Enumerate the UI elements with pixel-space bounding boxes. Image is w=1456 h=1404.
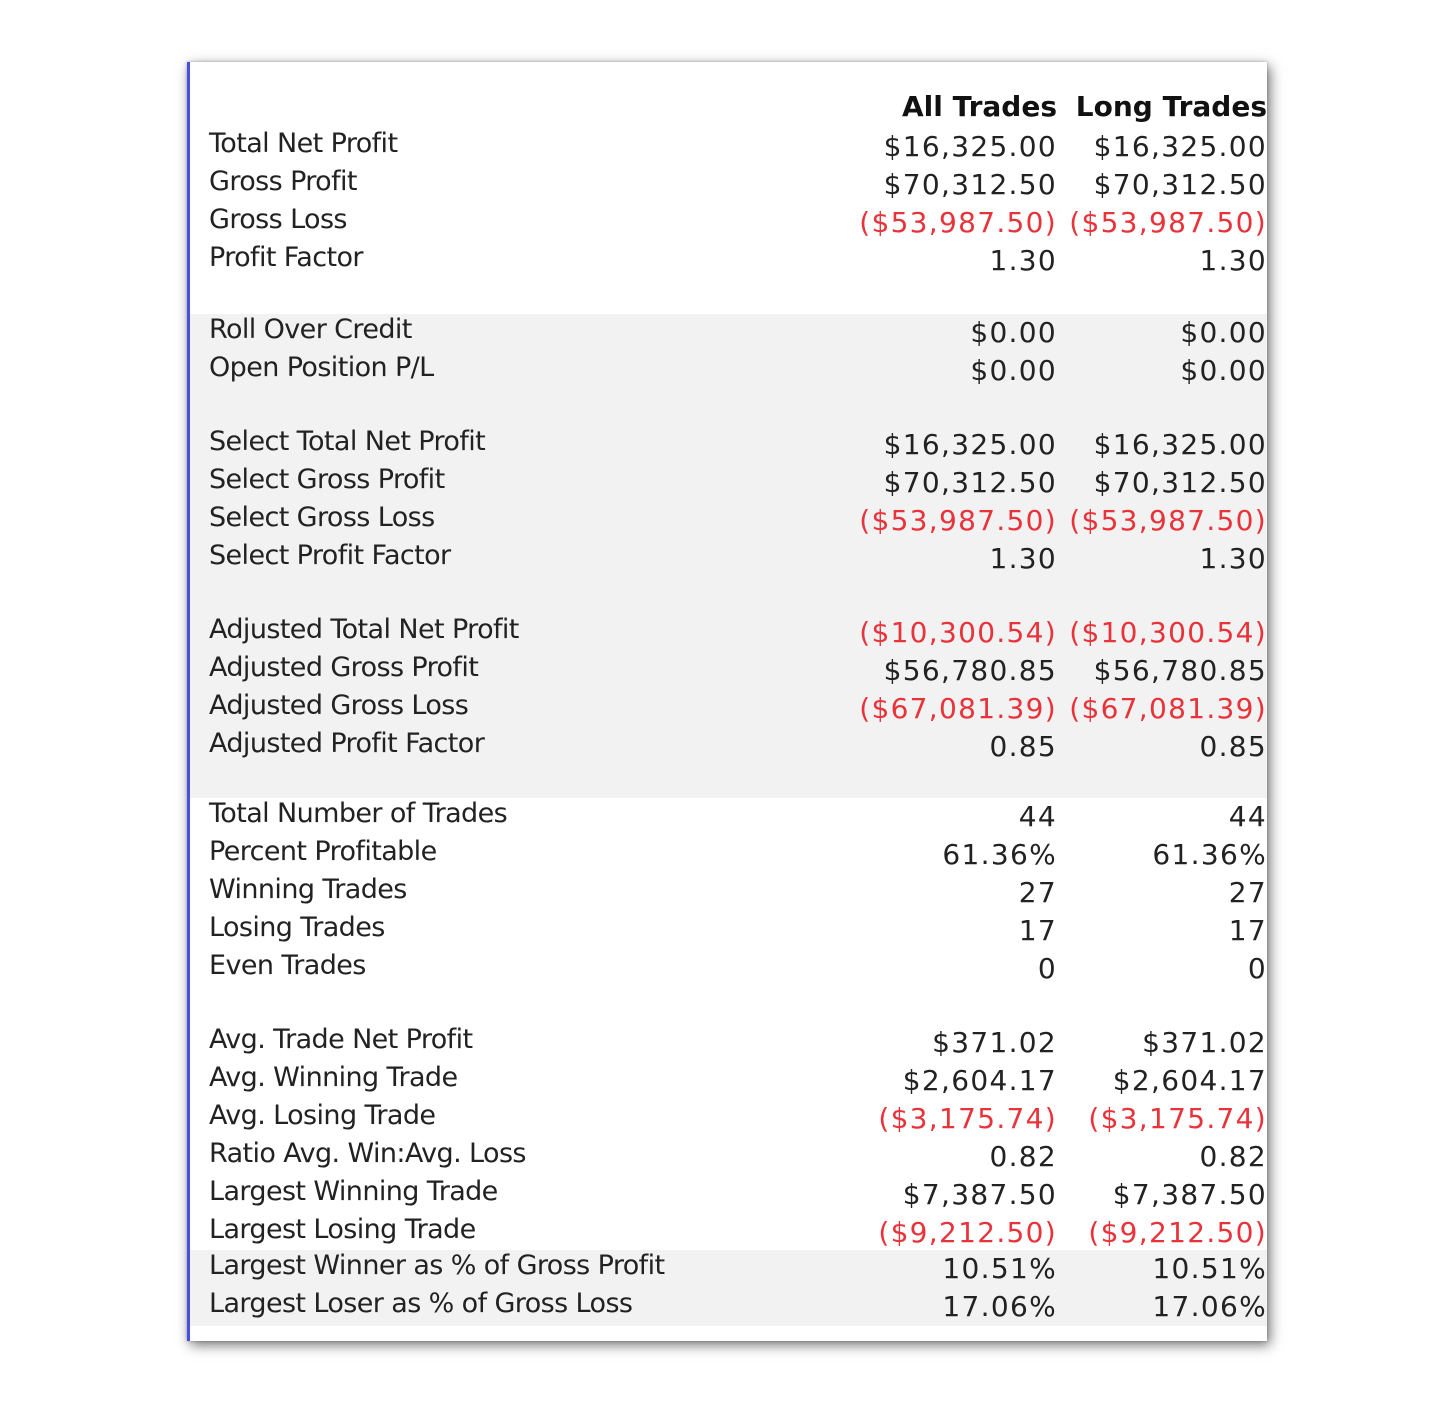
stat-value-all-trades: ($10,300.54) (859, 616, 1057, 649)
column-header-long-trades: Long Trades (1075, 90, 1267, 123)
stats-group (190, 798, 1267, 988)
stat-value-all-trades: 1.30 (989, 244, 1057, 277)
stat-label: Select Profit Factor (209, 540, 451, 571)
stat-value-long-trades: 44 (1228, 800, 1267, 833)
stat-value-long-trades: 17.06% (1152, 1290, 1267, 1323)
stats-row (190, 426, 1267, 464)
stat-value-all-trades: 1.30 (989, 542, 1057, 575)
stat-value-long-trades: $0.00 (1180, 316, 1267, 349)
stats-row (190, 690, 1267, 728)
stat-label: Adjusted Total Net Profit (209, 614, 519, 645)
stat-value-all-trades: 44 (1018, 800, 1057, 833)
stats-row (190, 874, 1267, 912)
stat-label: Avg. Winning Trade (209, 1062, 458, 1093)
stats-group (190, 1024, 1267, 1252)
stat-label: Largest Losing Trade (209, 1214, 476, 1245)
stat-value-long-trades: $7,387.50 (1112, 1178, 1267, 1211)
stat-value-all-trades: ($53,987.50) (859, 504, 1057, 537)
stat-value-all-trades: $2,604.17 (902, 1064, 1057, 1097)
stat-label: Adjusted Gross Profit (209, 652, 479, 683)
stat-value-all-trades: ($9,212.50) (878, 1216, 1057, 1249)
stat-value-all-trades: 17 (1018, 914, 1057, 947)
stat-label: Total Number of Trades (209, 798, 508, 829)
stat-value-long-trades: 17 (1228, 914, 1267, 947)
stat-value-long-trades: $2,604.17 (1112, 1064, 1267, 1097)
stat-value-all-trades: $0.00 (970, 316, 1057, 349)
stat-label: Largest Loser as % of Gross Loss (209, 1288, 633, 1319)
stat-value-all-trades: $70,312.50 (883, 466, 1057, 499)
stats-row (190, 204, 1267, 242)
stats-group (190, 314, 1267, 410)
stat-value-all-trades: $16,325.00 (883, 428, 1057, 461)
stat-value-long-trades: 61.36% (1152, 838, 1267, 871)
stat-label: Select Total Net Profit (209, 426, 486, 457)
stat-value-long-trades: 27 (1228, 876, 1267, 909)
stats-row (190, 836, 1267, 874)
stat-value-all-trades: 61.36% (942, 838, 1057, 871)
stat-value-all-trades: $70,312.50 (883, 168, 1057, 201)
stat-value-all-trades: ($3,175.74) (878, 1102, 1057, 1135)
stat-value-long-trades: $70,312.50 (1093, 466, 1267, 499)
stat-value-all-trades: ($67,081.39) (859, 692, 1057, 725)
stat-value-long-trades: $56,780.85 (1093, 654, 1267, 687)
column-header-row (190, 90, 1267, 128)
stat-value-long-trades: $16,325.00 (1093, 130, 1267, 163)
stats-row (190, 1214, 1267, 1252)
stat-value-long-trades: 10.51% (1152, 1252, 1267, 1285)
stat-value-all-trades: $56,780.85 (883, 654, 1057, 687)
stat-label: Largest Winning Trade (209, 1176, 498, 1207)
stats-row (190, 352, 1267, 390)
stats-row (190, 728, 1267, 766)
column-header-all-trades: All Trades (901, 90, 1057, 123)
stat-value-all-trades: $7,387.50 (902, 1178, 1057, 1211)
stat-value-all-trades: $16,325.00 (883, 130, 1057, 163)
stat-value-long-trades: 0.85 (1199, 730, 1267, 763)
stat-value-all-trades: 0 (1037, 952, 1057, 985)
stat-value-long-trades: ($53,987.50) (1069, 206, 1267, 239)
stat-value-all-trades: 27 (1018, 876, 1057, 909)
stats-row (190, 950, 1267, 988)
stat-value-long-trades: 1.30 (1199, 542, 1267, 575)
stats-row (190, 128, 1267, 166)
stats-row (190, 502, 1267, 540)
stats-row (190, 1288, 1267, 1326)
stat-value-all-trades: 17.06% (942, 1290, 1057, 1323)
stats-row (190, 1176, 1267, 1214)
stats-row (190, 242, 1267, 280)
stat-label: Winning Trades (209, 874, 407, 905)
stat-value-long-trades: $371.02 (1142, 1026, 1267, 1059)
stats-row (190, 912, 1267, 950)
stat-label: Profit Factor (209, 242, 363, 273)
stat-label: Percent Profitable (209, 836, 437, 867)
stat-value-long-trades: $70,312.50 (1093, 168, 1267, 201)
stats-row (190, 614, 1267, 652)
stats-row (190, 798, 1267, 836)
stat-value-all-trades: $0.00 (970, 354, 1057, 387)
stat-value-all-trades: 0.82 (989, 1140, 1057, 1173)
stats-group (190, 410, 1267, 598)
stats-row (190, 1138, 1267, 1176)
stats-row (190, 166, 1267, 204)
stat-label: Select Gross Loss (209, 502, 435, 533)
stat-value-long-trades: ($9,212.50) (1088, 1216, 1267, 1249)
stats-row (190, 1100, 1267, 1138)
stat-value-long-trades: ($67,081.39) (1069, 692, 1267, 725)
stat-label: Adjusted Profit Factor (209, 728, 485, 759)
stats-row (190, 314, 1267, 352)
stat-value-long-trades: 1.30 (1199, 244, 1267, 277)
stat-value-long-trades: ($53,987.50) (1069, 504, 1267, 537)
stat-label: Adjusted Gross Loss (209, 690, 469, 721)
stat-label: Even Trades (209, 950, 366, 981)
stat-label: Gross Profit (209, 166, 357, 197)
stat-value-long-trades: $16,325.00 (1093, 428, 1267, 461)
stat-label: Roll Over Credit (209, 314, 412, 345)
stats-group (190, 128, 1267, 280)
stats-row (190, 1024, 1267, 1062)
stats-row (190, 652, 1267, 690)
stat-value-all-trades: $371.02 (932, 1026, 1057, 1059)
stat-label: Gross Loss (209, 204, 347, 235)
stat-label: Ratio Avg. Win:Avg. Loss (209, 1138, 526, 1169)
stat-value-all-trades: 10.51% (942, 1252, 1057, 1285)
stats-row (190, 1062, 1267, 1100)
stats-group (190, 598, 1267, 798)
stat-value-all-trades: ($53,987.50) (859, 206, 1057, 239)
stat-value-long-trades: 0 (1247, 952, 1267, 985)
stat-value-long-trades: ($3,175.74) (1088, 1102, 1267, 1135)
stat-label: Avg. Losing Trade (209, 1100, 436, 1131)
stat-value-long-trades: 0.82 (1199, 1140, 1267, 1173)
stat-label: Largest Winner as % of Gross Profit (209, 1250, 665, 1281)
performance-summary-panel (187, 62, 1267, 1341)
stats-row (190, 540, 1267, 578)
stat-label: Select Gross Profit (209, 464, 445, 495)
stats-group (190, 1250, 1267, 1326)
stats-row (190, 464, 1267, 502)
stat-value-long-trades: $0.00 (1180, 354, 1267, 387)
stat-label: Total Net Profit (209, 128, 398, 159)
stat-label: Open Position P/L (209, 352, 434, 383)
stat-value-all-trades: 0.85 (989, 730, 1057, 763)
stat-value-long-trades: ($10,300.54) (1069, 616, 1267, 649)
stats-row (190, 1250, 1267, 1288)
stat-label: Losing Trades (209, 912, 385, 943)
stat-label: Avg. Trade Net Profit (209, 1024, 473, 1055)
